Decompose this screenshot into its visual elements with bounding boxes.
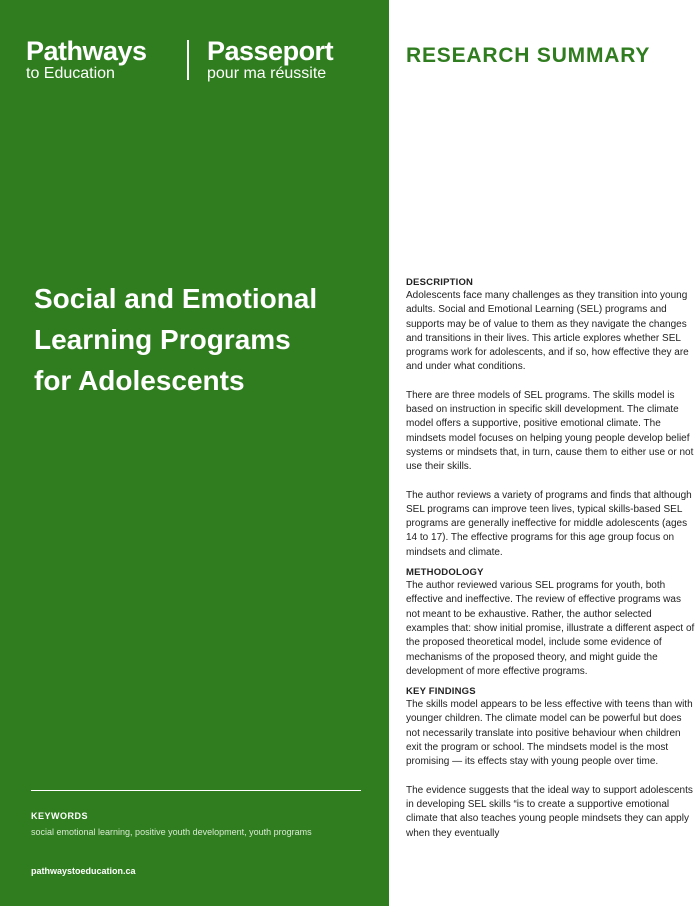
description-heading: DESCRIPTION [406,277,474,288]
keywords-heading: KEYWORDS [31,811,89,821]
research-summary-heading: RESEARCH SUMMARY [406,44,651,67]
key-findings-paragraph-1: The skills model appears to be less effective with teens than with younger children. The climate model can be powerful but does not necessarily translate into positive behaviour when children exit the program or school. The mindsets model is the most promising — its effects stay with young people over time. [406,699,693,768]
logo-pour-ma-reussite-text: pour ma réussite [207,65,327,82]
logo-english [26,36,176,82]
title-line-1: Social and Emotional [34,283,318,314]
keywords-text: social emotional learning, positive youth development, youth programs [31,827,312,837]
summary-content [406,277,696,855]
description-paragraph-1: Adolescents face many challenges as they transition into young adults. Social and Emotional Learning (SEL) programs and supports may be of value to them as they navigate the changes and transitions in their lives. This article explores whether SEL programs work for adolescents, and if so, how effective they are and under what conditions. [406,290,689,373]
summary-column [389,0,700,906]
logo-passeport-text: Passeport [207,36,334,66]
logo-to-education-text: to Education [26,65,115,82]
document-title [34,278,379,401]
methodology-heading: METHODOLOGY [406,567,484,579]
key-findings-paragraph-2: The evidence suggests that the ideal way to support adolescents in developing SEL skills “is to create a supportive emotional climate that also teaches young people mindsets they can apply when they eventually [406,784,693,839]
website-link[interactable]: pathwaystoeducation.ca [31,866,136,876]
logo-french [207,36,377,82]
logo-divider [187,40,189,80]
title-line-3: for Adolescents [34,365,245,396]
key-findings-heading: KEY FINDINGS [406,686,476,698]
logo-pathways-text: Pathways [26,36,147,66]
divider-line [31,790,361,791]
description-paragraph-2: There are three models of SEL programs. The skills model is based on instruction in specific skill development. The climate model offers a supportive, positive emotional climate. The mindsets model focuses on helping young people develop belief systems or mindsets that, in turn, cause them to either use or not use their skills. [406,389,694,473]
title-line-2: Learning Programs [34,324,291,355]
description-paragraph-3: The author reviews a variety of programs and finds that although SEL programs can improve teen lives, typical skills-based SEL programs are generally ineffective for middle adolescents (ages 14 to 17). The effective programs for this age group focus on mindsets and climate. [406,489,692,558]
methodology-paragraph: The author reviewed various SEL programs for youth, both effective and ineffective. The review of effective programs was not meant to be exhaustive. Rather, the author selected examples that: show initial promise, illustrate a different aspect of the proposed theoretical model, include some evidence of mechanisms of the proposed theory, and might guide the development of more effective programs. [406,580,695,677]
